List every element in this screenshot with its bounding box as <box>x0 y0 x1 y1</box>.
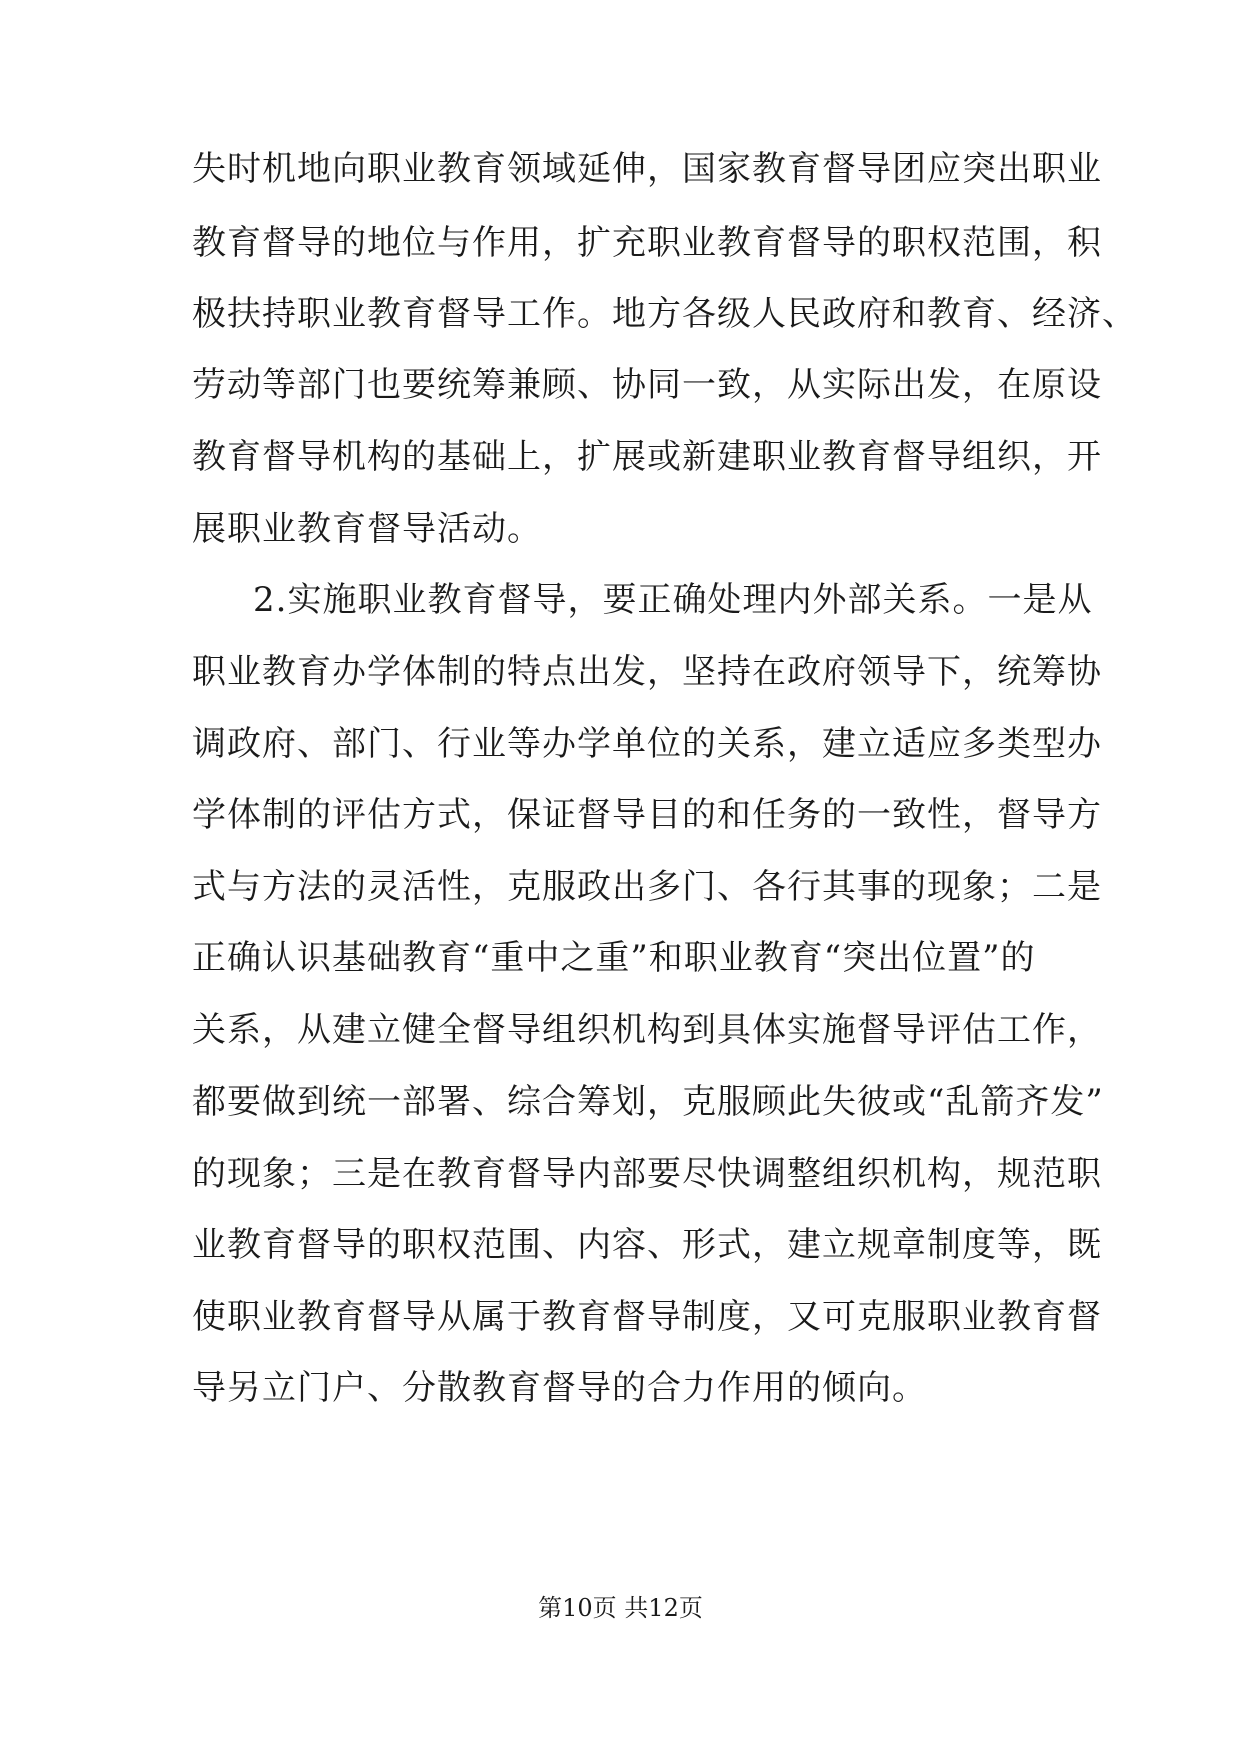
paragraph-first-line: 2.实施职业教育督导，要正确处理内外部关系。一是从 <box>253 580 1093 620</box>
text-line: 式与方法的灵活性，克服政出多门、各行其事的现象；二是 <box>192 867 1102 907</box>
text-line: 业教育督导的职权范围、内容、形式，建立规章制度等，既 <box>192 1225 1102 1265</box>
text-line: 调政府、部门、行业等办学单位的关系，建立适应多类型办 <box>192 724 1102 764</box>
text-line: 关系，从建立健全督导组织机构到具体实施督导评估工作， <box>192 1010 1102 1050</box>
text-line: 极扶持职业教育督导工作。地方各级人民政府和教育、经济、 <box>192 294 1137 334</box>
text-line: 学体制的评估方式，保证督导目的和任务的一致性，督导方 <box>192 795 1102 835</box>
text-line: 的现象；三是在教育督导内部要尽快调整组织机构，规范职 <box>192 1154 1102 1194</box>
text-line: 导另立门户、分散教育督导的合力作用的倾向。 <box>192 1368 927 1408</box>
text-line: 教育督导机构的基础上，扩展或新建职业教育督导组织，开 <box>192 437 1102 477</box>
text-line: 正确认识基础教育“重中之重”和职业教育“突出位置”的 <box>192 938 1036 978</box>
text-line: 职业教育办学体制的特点出发，坚持在政府领导下，统筹协 <box>192 652 1102 692</box>
text-line: 都要做到统一部署、综合筹划，克服顾此失彼或“乱箭齐发” <box>192 1082 1104 1122</box>
page-number-footer: 第10页 共12页 <box>538 1594 703 1622</box>
text-line: 劳动等部门也要统筹兼顾、协同一致，从实际出发，在原设 <box>192 365 1102 405</box>
text-line: 失时机地向职业教育领域延伸，国家教育督导团应突出职业 <box>192 149 1102 189</box>
text-line: 使职业教育督导从属于教育督导制度，又可克服职业教育督 <box>192 1297 1102 1337</box>
text-line: 展职业教育督导活动。 <box>192 509 542 549</box>
text-line: 教育督导的地位与作用，扩充职业教育督导的职权范围，积 <box>192 223 1102 263</box>
